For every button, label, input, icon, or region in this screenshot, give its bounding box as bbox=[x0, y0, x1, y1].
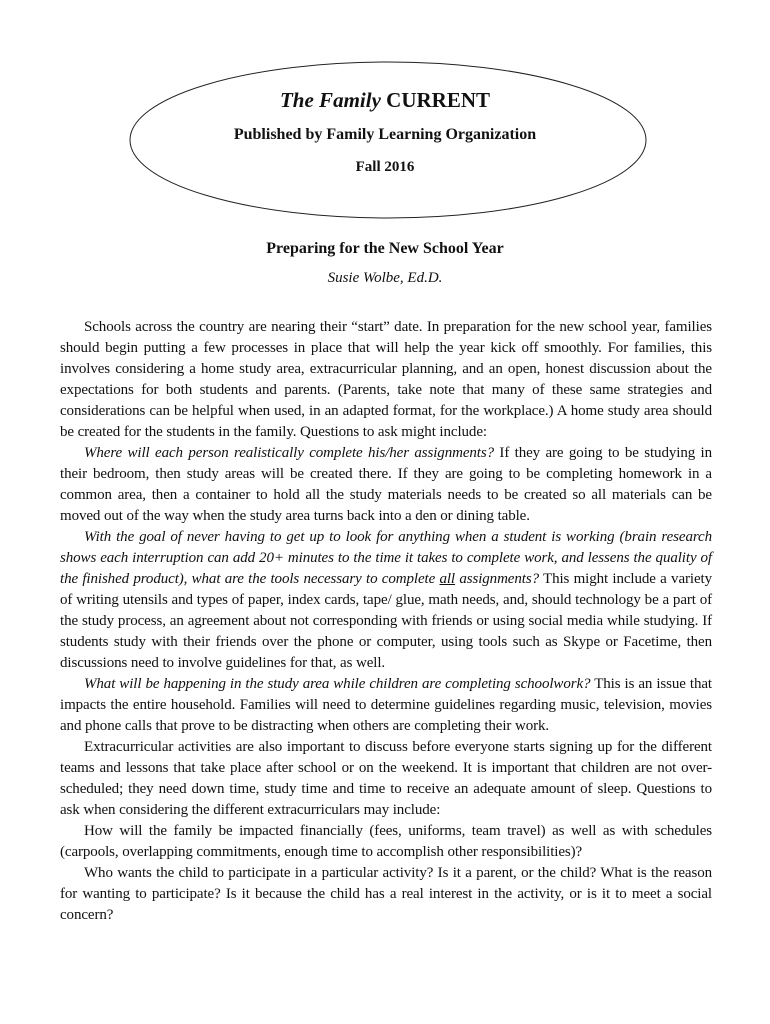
answer-study-tools: This might include a variety of writing utensils and types of paper, index cards, tape/ glue, math needs, and, should technology be a part of the study process, an agreement about not corresponding with friends or using social media while studying. If students study with their friends over the phone or computer, using tools such as Skype or Facetime, then discussions need to involve guidelines for that, as well. bbox=[60, 571, 712, 671]
question-study-tools: With the goal of never having to get up to look for anything when a student is working (brain research shows each interruption can add 20+ minutes to the time it takes to complete work, and lessens the quality of the finished product), what are the tools necessary to complete bbox=[60, 529, 712, 587]
masthead bbox=[0, 0, 770, 230]
article-body bbox=[60, 317, 712, 926]
paragraph-study-area-activity bbox=[60, 674, 712, 737]
paragraph-financial-question: How will the family be impacted financially (fees, uniforms, team travel) as well as with schedules (carpools, overlapping commitments, enough time to accomplish other responsibilities)? bbox=[60, 823, 712, 860]
article-title: Preparing for the New School Year bbox=[266, 240, 504, 257]
question-study-area-activity: What will be happening in the study area while children are completing schoolwork? bbox=[84, 676, 591, 692]
newsletter-title bbox=[0, 88, 770, 113]
answer-study-area-activity: This is an issue that impacts the entire household. Families will need to determine guidelines regarding music, television, movies and phone calls that prove to be distracting when others are completing their work. bbox=[60, 676, 712, 734]
paragraph-study-location bbox=[60, 443, 712, 527]
publisher-line: Published by Family Learning Organization bbox=[233, 126, 537, 143]
question-study-tools-end: assignments? bbox=[455, 571, 539, 587]
paragraph-extracurricular: Extracurricular activities are also important to discuss before everyone starts signing up for the different teams and lessons that take place after school or on the weekend. It is important that children are not over-scheduled; they need down time, study time and time to receive an adequate amount of sleep. Questions to ask when considering the different extracurriculars may include: bbox=[60, 739, 712, 818]
newsletter-title-italic: The Family bbox=[279, 88, 381, 112]
question-study-tools-underline: all bbox=[439, 571, 456, 587]
issue-date: Fall 2016 bbox=[355, 159, 415, 175]
paragraph-intro: Schools across the country are nearing their “start” date. In preparation for the new school year, families should begin putting a few processes in place that will help the year kick off smoothly. For families, this involves considering a home study area, extracurricular planning, and an open, honest discussion about the expectations for both students and parents. (Parents, take note that many of these same strategies and considerations can be helpful when used, in an adapted format, for the workplace.) A home study area should be created for the students in the family. Questions to ask might include: bbox=[60, 319, 712, 440]
masthead-ellipse bbox=[0, 0, 770, 230]
article-author: Susie Wolbe, Ed.D. bbox=[327, 270, 443, 286]
paragraph-study-tools bbox=[60, 527, 712, 674]
answer-study-location: If they are going to be studying in their bedroom, then study areas will be created there. If they are going to be completing homework in a common area, then a container to hold all the study materials needs to be created so all materials can be moved out of the way when the study area turns back into a den or dining table. bbox=[60, 445, 713, 524]
question-study-location: Where will each person realistically complete his/her assignments? bbox=[84, 445, 495, 461]
paragraph-participation-question: Who wants the child to participate in a particular activity? Is it a parent, or the child? What is the reason for wanting to participate? Is it because the child has a real interest in the activity, or is it to meet a social concern? bbox=[60, 865, 712, 923]
newsletter-title-rest: CURRENT bbox=[386, 88, 490, 112]
